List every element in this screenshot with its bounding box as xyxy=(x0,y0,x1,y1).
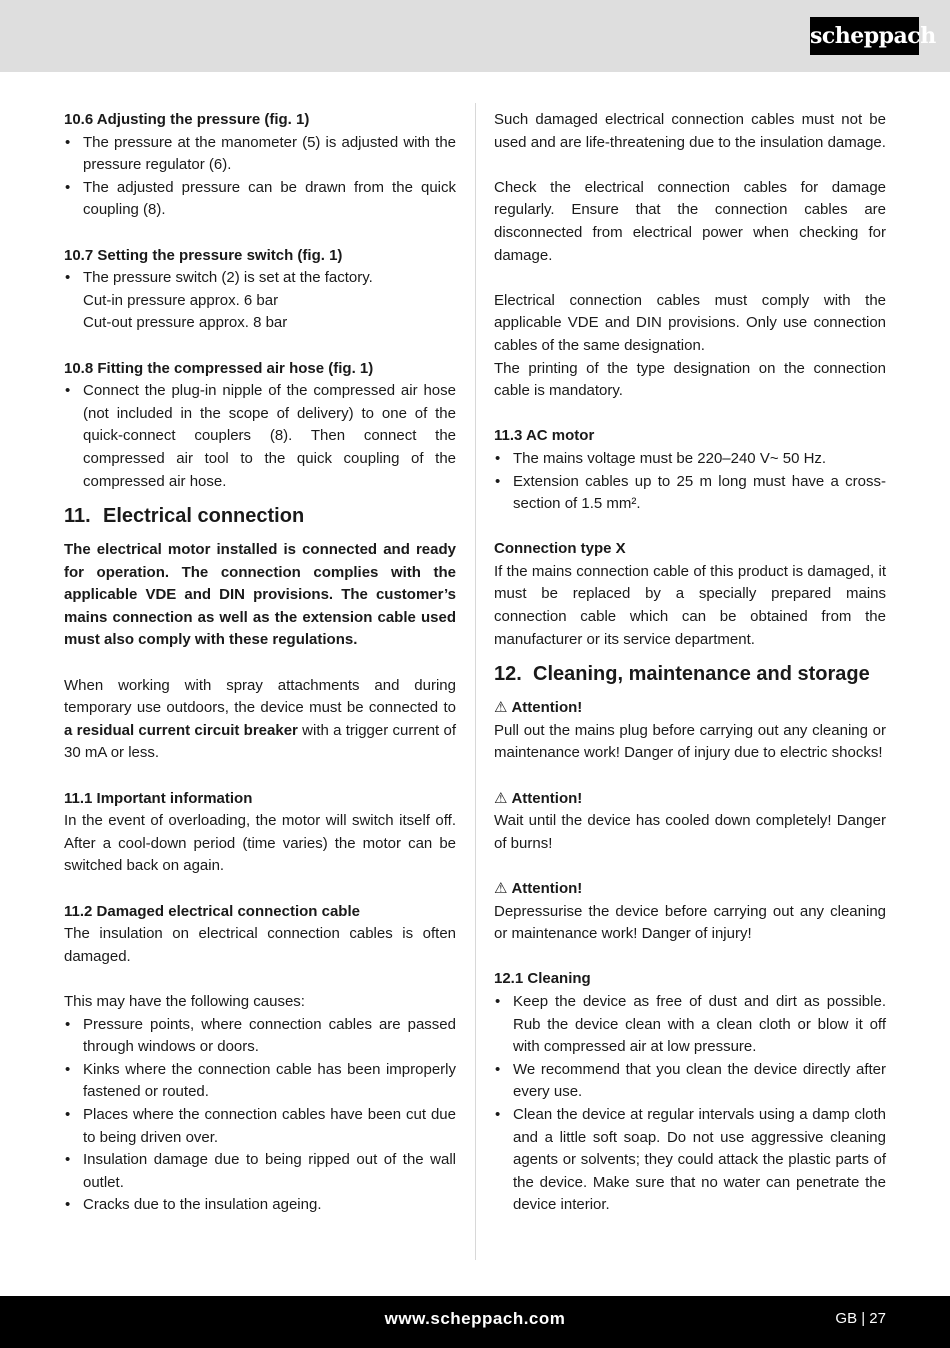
section-11-1-text: In the event of overloading, the motor will switch itself off. After a cool-down period (time varies) the motor can be switched back on again. xyxy=(64,812,456,875)
connection-type-x-title: Connection type X xyxy=(494,540,626,558)
section-12-title: Cleaning, maintenance and storage xyxy=(533,663,870,686)
attention-label: Attention! xyxy=(511,699,583,717)
warning-triangle-icon: ⚠ xyxy=(494,699,508,717)
list-item: • Cracks due to the insulation ageing. xyxy=(64,1194,456,1217)
causes-list xyxy=(64,1014,456,1217)
list-item: • Extension cables up to 25 m long must have a cross-section of 1.5 mm². xyxy=(494,471,886,516)
list-item xyxy=(64,267,456,335)
cut-out-pressure: Cut-out pressure approx. 8 bar xyxy=(83,314,288,332)
section-12-heading xyxy=(494,661,886,687)
attention-heading xyxy=(494,697,886,720)
section-12-number: 12. xyxy=(494,663,522,686)
section-11-2-title: 11.2 Damaged electrical connection cable xyxy=(64,902,360,920)
warning-triangle-icon: ⚠ xyxy=(494,880,508,897)
section-11-3-title: 11.3 AC motor xyxy=(494,427,595,445)
section-10-8-list xyxy=(64,380,456,493)
scheppach-logo: scheppach xyxy=(810,17,919,55)
connection-type-x-text: If the mains connection cable of this product is damaged, it must be replaced by a specially prepared mains connection cable which can be obtained from the manufacturer or its service department. xyxy=(494,562,886,648)
list-item: • Pressure points, where connection cables are passed through windows or doors. xyxy=(64,1014,456,1059)
attention-text: Depressurise the device before carrying out any cleaning or maintenance work! Danger of injury! xyxy=(494,902,886,943)
list-item: • The pressure at the manometer (5) is adjusted with the pressure regulator (6). xyxy=(64,132,456,177)
section-11-title: Electrical connection xyxy=(103,505,305,528)
section-10-6-list xyxy=(64,132,456,222)
para-bold-text: a residual current circuit breaker xyxy=(64,721,298,739)
pressure-switch-text: • The pressure switch (2) is set at the factory. xyxy=(83,269,373,287)
left-column xyxy=(64,109,456,1217)
para-text: with a trigger current of 30 mA or less. xyxy=(64,721,456,762)
section-11-paragraph xyxy=(64,675,456,765)
attention-heading xyxy=(494,788,886,811)
check-cables-text: Check the electrical connection cables for damage regularly. Ensure that the connection cables are disconnected from electrical power when checking for damage. xyxy=(494,178,886,264)
section-10-7-title: 10.7 Setting the pressure switch (fig. 1) xyxy=(64,246,343,264)
section-11-heading xyxy=(64,503,456,529)
section-10-7-list xyxy=(64,267,456,335)
page-number: GB | 27 xyxy=(835,1310,886,1327)
section-10-8-title: 10.8 Fitting the compressed air hose (fig. 1) xyxy=(64,359,374,377)
list-item: • We recommend that you clean the device directly after every use. xyxy=(494,1059,886,1104)
section-11-intro: The electrical motor installed is connected and ready for operation. The connection complies with the applicable VDE and DIN provisions. The customer’s mains connection as well as the extension cable used must also comply with these regulations. xyxy=(64,541,456,649)
section-12-1-title: 12.1 Cleaning xyxy=(494,970,591,988)
cut-in-pressure: Cut-in pressure approx. 6 bar xyxy=(83,291,279,309)
list-item: • Clean the device at regular intervals using a damp cloth and a little soft soap. Do not use aggressive cleaning agents or solvents; they could attack the plastic parts of the device. Make sure that no water can penetrate the device interior. xyxy=(494,1104,886,1217)
list-item: • Places where the connection cables have been cut due to being driven over. xyxy=(64,1104,456,1149)
column-divider xyxy=(475,103,476,1260)
section-11-number: 11. xyxy=(64,505,91,528)
website-link[interactable]: www.scheppach.com xyxy=(384,1309,566,1328)
list-item: • Kinks where the connection cable has been improperly fastened or routed. xyxy=(64,1059,456,1104)
list-item: • The adjusted pressure can be drawn from the quick coupling (8). xyxy=(64,177,456,222)
list-item: • Keep the device as free of dust and dirt as possible. Rub the device clean with a clean cloth or blow it off with compressed air at low pressure. xyxy=(494,991,886,1059)
page-header xyxy=(0,0,950,72)
warning-triangle-icon: ⚠ xyxy=(494,789,508,807)
list-item: • The mains voltage must be 220–240 V~ 50 Hz. xyxy=(494,448,886,471)
list-item: • Connect the plug-in nipple of the compressed air hose (not included in the scope of delivery) to one of the quick-connect couplers (8). Then connect the compressed air tool to the quick coupling of the compressed air hose. xyxy=(64,380,456,493)
section-10-6-title: 10.6 Adjusting the pressure (fig. 1) xyxy=(64,111,310,128)
cable-provisions-text: Electrical connection cables must comply with the applicable VDE and DIN provisions. Only use connection cables of the same designation. xyxy=(494,291,886,354)
para-text: When working with spray attachments and during temporary use outdoors, the device must be connected to xyxy=(64,676,456,717)
causes-intro: This may have the following causes: xyxy=(64,992,305,1010)
right-column xyxy=(494,109,886,1217)
section-12-1-list xyxy=(494,991,886,1217)
section-11-1-title: 11.1 Important information xyxy=(64,789,253,807)
damaged-cable-warning: Such damaged electrical connection cables must not be used and are life-threatening due to the insulation damage. xyxy=(494,111,886,151)
list-item: • Insulation damage due to being ripped out of the wall outlet. xyxy=(64,1149,456,1194)
attention-label: Attention! xyxy=(511,880,583,897)
attention-heading xyxy=(494,878,886,901)
attention-text: Wait until the device has cooled down completely! Danger of burns! xyxy=(494,812,886,852)
page-footer xyxy=(0,1296,950,1348)
attention-label: Attention! xyxy=(511,789,583,807)
section-11-3-list xyxy=(494,448,886,516)
section-11-2-text: The insulation on electrical connection cables is often damaged. xyxy=(64,925,456,965)
attention-text: Pull out the mains plug before carrying out any cleaning or maintenance work! Danger of injury due to electric shocks! xyxy=(494,721,886,762)
type-designation-text: The printing of the type designation on the connection cable is mandatory. xyxy=(494,359,886,400)
